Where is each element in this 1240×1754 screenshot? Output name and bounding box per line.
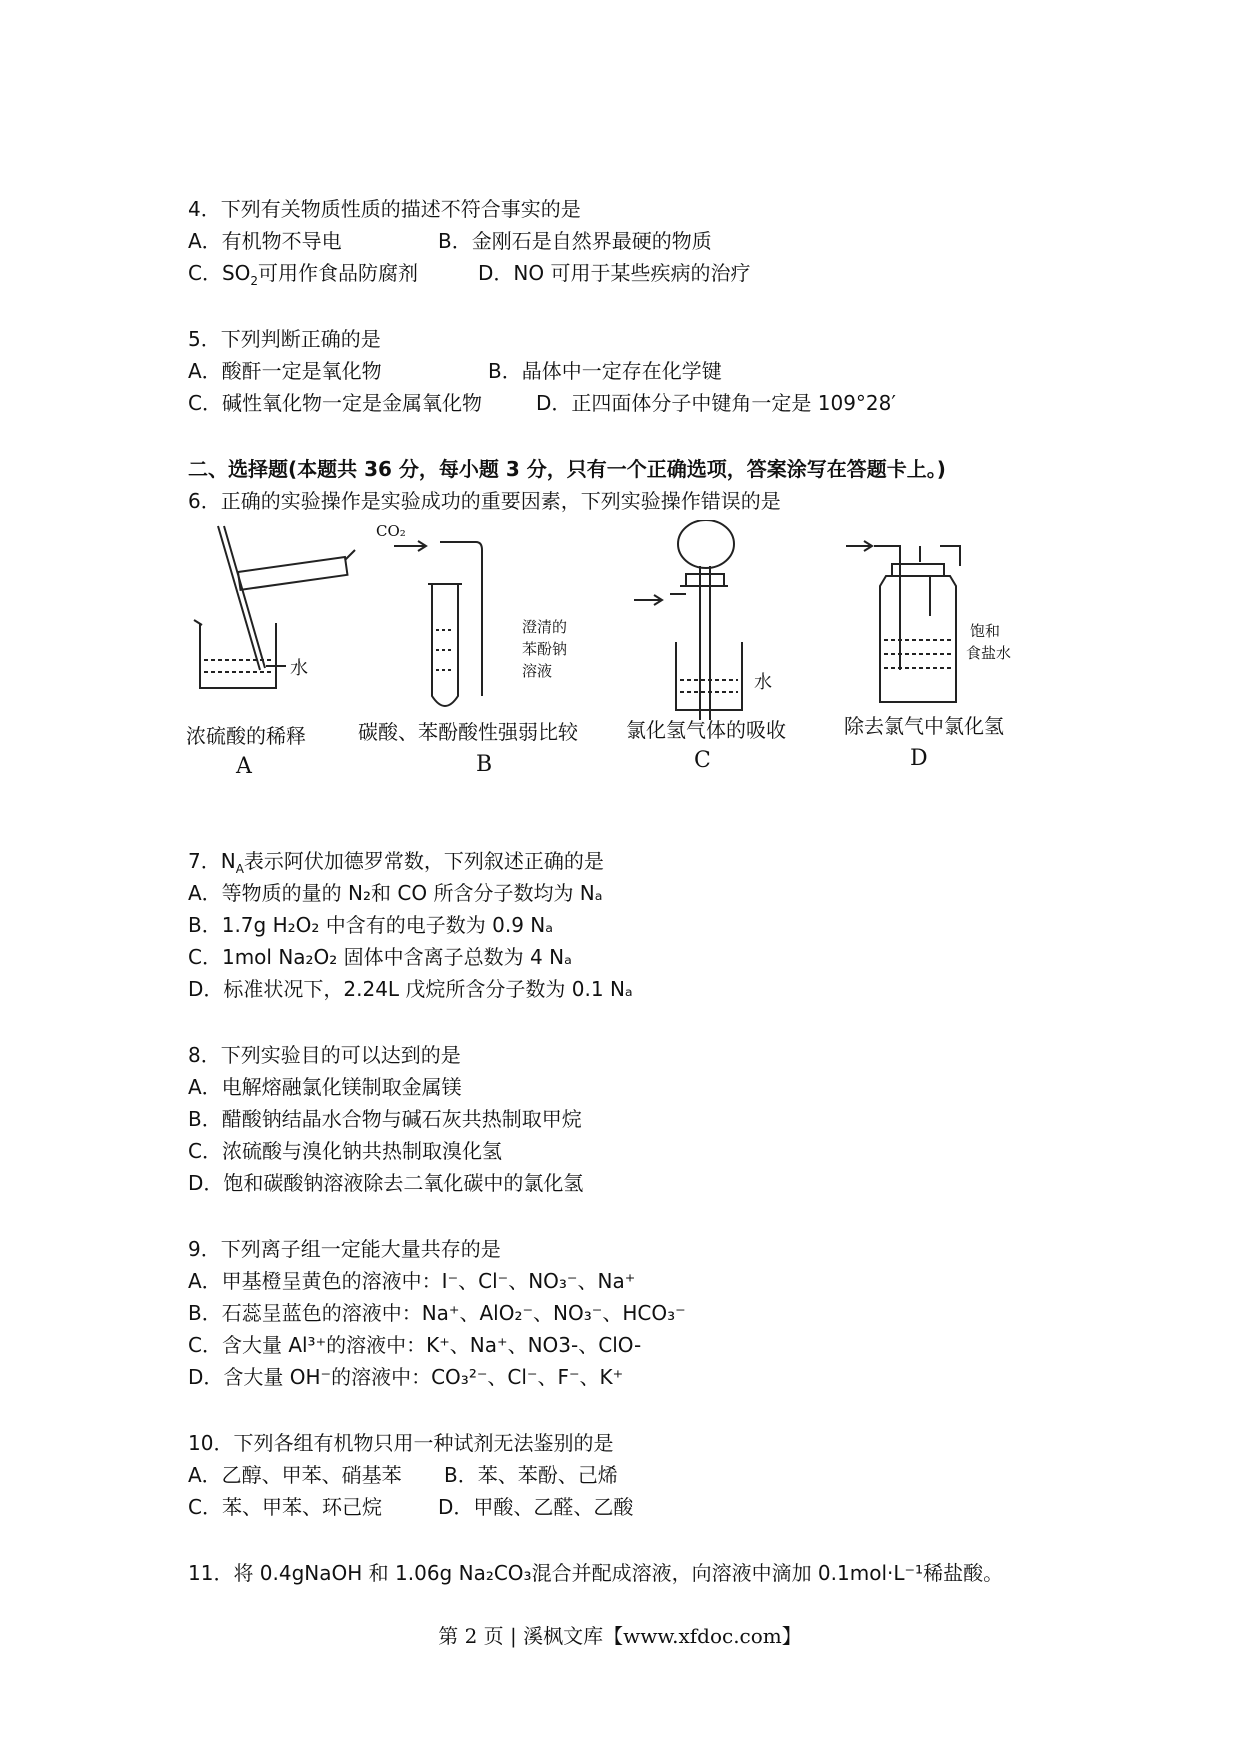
q10-options-row2 xyxy=(188,1494,1088,1520)
q10-option-a: A．乙醇、甲苯、硝基苯 xyxy=(188,1463,402,1487)
q6-stem: 6．正确的实验操作是实验成功的重要因素，下列实验操作错误的是 xyxy=(188,489,781,513)
water-label-c: 水 xyxy=(754,672,772,693)
caption-a: 浓硫酸的稀释 xyxy=(186,724,306,748)
q9-stem: 9．下列离子组一定能大量共存的是 xyxy=(188,1237,501,1261)
q8-option-d: D．饱和碳酸钠溶液除去二氧化碳中的氯化氢 xyxy=(188,1171,584,1195)
q4-options-row2 xyxy=(188,260,1088,286)
q4-stem: 4．下列有关物质性质的描述不符合事实的是 xyxy=(188,197,581,221)
q4-option-b: B．金刚石是自然界最硬的物质 xyxy=(438,229,712,253)
q5-option-d: D．正四面体分子中键角一定是 109°28′ xyxy=(536,391,896,415)
solution-label-b-3: 溶液 xyxy=(522,662,553,680)
q9-option-d: D．含大量 OH⁻的溶液中：CO₃²⁻、Cl⁻、F⁻、K⁺ xyxy=(188,1365,624,1389)
q9-option-b: B．石蕊呈蓝色的溶液中：Na⁺、AlO₂⁻、NO₃⁻、HCO₃⁻ xyxy=(188,1301,686,1325)
q10-option-c: C．苯、甲苯、环己烷 xyxy=(188,1495,382,1519)
q8-stem: 8．下列实验目的可以达到的是 xyxy=(188,1043,461,1067)
q4-option-c: C．$SO_2$可用作食品防腐剂 xyxy=(188,261,419,288)
q5-options-row2 xyxy=(188,390,1088,416)
q5-option-c: C．碱性氧化物一定是金属氧化物 xyxy=(188,391,482,415)
caption-c: 氯化氢气体的吸收 xyxy=(626,718,786,742)
q6-figure xyxy=(180,520,1040,790)
q10-option-b: B．苯、苯酚、己烯 xyxy=(444,1463,618,1487)
q5-stem: 5．下列判断正确的是 xyxy=(188,327,381,351)
q7-option-d: D．标准状况下，2.24L 戊烷所含分子数为 0.1 Nₐ xyxy=(188,977,633,1001)
caption-d: 除去氯气中氯化氢 xyxy=(844,714,1004,738)
apparatus-c-beaker xyxy=(180,520,1040,720)
co2-label: CO₂ xyxy=(376,522,406,540)
q4-options-row1 xyxy=(188,228,1088,254)
solution-label-d-2: 食盐水 xyxy=(966,644,1012,662)
solution-label-b-2: 苯酚钠 xyxy=(522,640,568,658)
q7-option-b: B．1.7g H₂O₂ 中含有的电子数为 0.9 Nₐ xyxy=(188,913,554,937)
q4-option-d: D．NO 可用于某些疾病的治疗 xyxy=(478,261,751,285)
q10-options-row1 xyxy=(188,1462,1088,1488)
q7-option-a: A．等物质的量的 N₂和 CO 所含分子数均为 Nₐ xyxy=(188,881,603,905)
q9-option-a: A．甲基橙呈黄色的溶液中：I⁻、Cl⁻、NO₃⁻、Na⁺ xyxy=(188,1269,636,1293)
q10-option-d: D．甲酸、乙醛、乙酸 xyxy=(438,1495,634,1519)
q7-stem: 7．$N_A$表示阿伏加德罗常数，下列叙述正确的是 xyxy=(188,849,604,876)
q11-stem: 11．将 0.4gNaOH 和 1.06g Na₂CO₃混合并配成溶液，向溶液中滴加 0.1mol·L⁻¹稀盐酸。 xyxy=(188,1561,1004,1585)
water-label-a: 水 xyxy=(290,658,308,679)
q5-option-a: A．酸酐一定是氧化物 xyxy=(188,359,382,383)
label-b: B xyxy=(476,752,493,777)
q5-option-b: B．晶体中一定存在化学键 xyxy=(488,359,722,383)
section-heading: 二、选择题(本题共 36 分，每小题 3 分，只有一个正确选项，答案涂写在答题卡上。) xyxy=(188,457,946,481)
q7-option-c: C．1mol Na₂O₂ 固体中含离子总数为 4 Nₐ xyxy=(188,945,572,969)
solution-label-b-1: 澄清的 xyxy=(522,618,568,636)
label-d: D xyxy=(910,746,928,771)
q8-option-b: B．醋酸钠结晶水合物与碱石灰共热制取甲烷 xyxy=(188,1107,582,1131)
q5-options-row1 xyxy=(188,358,1088,384)
q4-option-a: A．有机物不导电 xyxy=(188,229,342,253)
q10-stem: 10．下列各组有机物只用一种试剂无法鉴别的是 xyxy=(188,1431,614,1455)
caption-b: 碳酸、苯酚酸性强弱比较 xyxy=(358,720,578,744)
q9-option-c: C．含大量 Al³⁺的溶液中：K⁺、Na⁺、NO3-、ClO- xyxy=(188,1333,642,1357)
q8-option-a: A．电解熔融氯化镁制取金属镁 xyxy=(188,1075,462,1099)
label-a: A xyxy=(236,754,252,779)
q8-option-c: C．浓硫酸与溴化钠共热制取溴化氢 xyxy=(188,1139,502,1163)
solution-label-d-1: 饱和 xyxy=(970,622,1001,640)
page-footer: 第 2 页 | 溪枫文库【www.xfdoc.com】 xyxy=(438,1624,802,1648)
label-c: C xyxy=(694,748,711,773)
